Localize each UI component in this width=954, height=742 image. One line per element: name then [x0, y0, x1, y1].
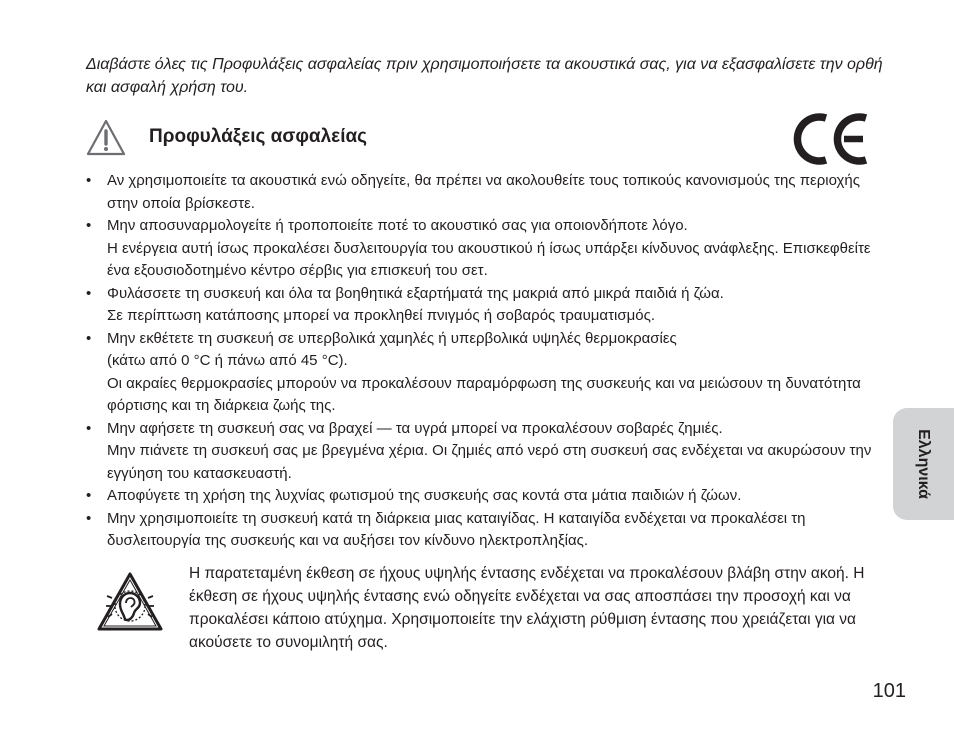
list-item	[86, 328, 876, 418]
list-item	[86, 170, 876, 215]
list-item-text: • Μην αφήσετε τη συσκευή σας να βραχεί — τα υγρά μπορεί να προκαλέσουν σοβαρές ζημιές.	[107, 419, 723, 437]
language-side-tab	[893, 408, 954, 520]
safety-precautions-list	[86, 170, 876, 553]
list-item	[86, 485, 876, 508]
list-item-text: (κάτω από 0 °C ή πάνω από 45 °C).	[107, 352, 348, 369]
language-label: Ελληνικά	[915, 429, 932, 499]
intro-paragraph: Διαβάστε όλες τις Προφυλάξεις ασφαλείας πριν χρησιμοποιήσετε τα ακουστικά σας, για να εξασφαλίσετε την ορθή και ασφαλή χρήση του.	[86, 56, 883, 96]
page-number: 101	[872, 680, 906, 702]
list-item-text: • Αν χρησιμοποιείτε τα ακουστικά ενώ οδηγείτε, θα πρέπει να ακολουθείτε τους τοπικούς κανονισμούς της περιοχής στην οποία βρίσκεστε.	[107, 172, 860, 212]
list-item-text: • Μην εκθέτετε τη συσκευή σε υπερβολικά χαμηλές ή υπερβολικά υψηλές θερμοκρασίες	[107, 329, 677, 347]
list-item-text: Μην πιάνετε τη συσκευή σας με βρεγμένα χέρια. Οι ζημιές από νερό στη συσκευή σας ενδέχεται να ακυρώσουν την εγγύηση του κατασκευαστή.	[107, 442, 872, 482]
ce-mark-icon	[793, 110, 873, 168]
list-item-text: • Φυλάσσετε τη συσκευή και όλα τα βοηθητικά εξαρτήματά της μακριά από μικρά παιδιά ή ζώα.	[107, 284, 724, 302]
hearing-warning-text: Η παρατεταμένη έκθεση σε ήχους υψηλής έντασης ενδέχεται να προκαλέσουν βλάβη στην ακοή. Η έκθεση σε ήχους υψηλής έντασης ενώ οδηγείτε ενδέχεται να σας αποσπάσει την προσοχή και να προκαλέσει κάποιο ατύχημα. Χρησιμοποιείτε την ελάχιστη ρύθμιση έντασης που χρειάζεται για να ακούσετε το συνομιλητή σας.	[189, 565, 865, 651]
list-item	[86, 508, 876, 553]
warning-triangle-icon	[86, 119, 126, 157]
section-heading: Προφυλάξεις ασφαλείας	[149, 126, 368, 147]
list-item-text: Η ενέργεια αυτή ίσως προκαλέσει δυσλειτουργία του ακουστικού ή ίσως υπάρξει κίνδυνος ανάφλεξης. Επισκεφθείτε ένα εξουσιοδοτημένο κέντρο σέρβις για επισκευή του σετ.	[107, 239, 871, 279]
list-item-text: • Αποφύγετε τη χρήση της λυχνίας φωτισμού της συσκευής σας κοντά στα μάτια παιδιών ή ζώων.	[107, 487, 742, 504]
list-item-text: • Μην αποσυναρμολογείτε ή τροποποιείτε ποτέ το ακουστικό σας για οποιονδήποτε λόγο.	[107, 217, 688, 234]
list-item	[86, 418, 876, 486]
list-item-text: Οι ακραίες θερμοκρασίες μπορούν να προκαλέσουν παραμόρφωση της συσκευής και να μειώσουν τη δυνατότητα φόρτισης και τη διάρκεια ζωής της.	[107, 374, 861, 414]
hearing-damage-warning-icon	[96, 571, 164, 633]
list-item-text: Σε περίπτωση κατάποσης μπορεί να προκληθεί πνιγμός ή σοβαρός τραυματισμός.	[107, 307, 655, 324]
list-item-text: • Μην χρησιμοποιείτε τη συσκευή κατά τη διάρκεια μιας καταιγίδας. Η καταιγίδα ενδέχεται να προκαλέσει τη δυσλειτουργία της συσκευής και να αυξήσει τον κίνδυνο ηλεκτροπληξίας.	[107, 509, 806, 549]
list-item	[86, 283, 876, 328]
list-item	[86, 215, 876, 283]
